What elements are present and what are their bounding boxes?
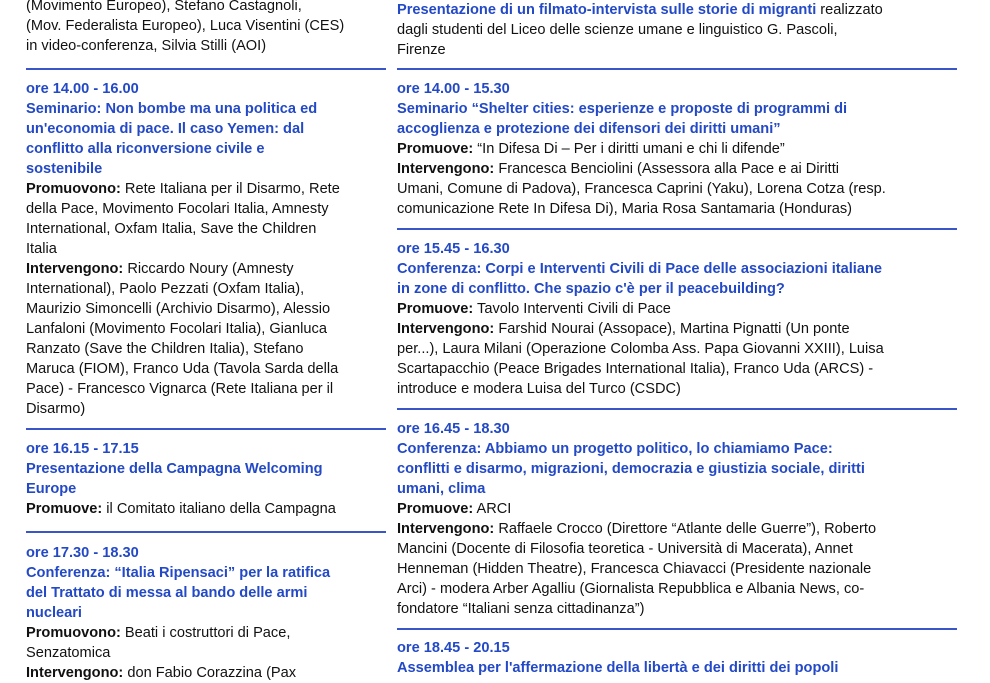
speakers-line [397, 519, 957, 539]
speakers-line [397, 319, 957, 339]
speakers-text: Umani, Comune di Padova), Francesca Caprini (Yaku), Lorena Cotza (resp. [397, 181, 886, 197]
promoters-text: Beati i costruttori di Pace, [120, 625, 291, 641]
speakers-label: Intervengono: [397, 321, 495, 337]
event-title: Assemblea per l'affermazione della libertà e dei diritti dei popoli [397, 660, 839, 676]
promoters-line [397, 139, 957, 159]
event-block-assembly [397, 638, 957, 678]
event-time: ore 18.45 - 20.15 [397, 640, 510, 656]
event-time: ore 14.00 - 16.00 [26, 81, 139, 97]
event-title: nucleari [26, 605, 82, 621]
promoters-text: ARCI [473, 501, 512, 517]
promoters-line [26, 499, 386, 519]
event-block-civil-peace-corps [397, 239, 957, 399]
speakers-text: Francesca Benciolini (Assessora alla Pace e ai Diritti [494, 161, 840, 177]
section-divider [26, 68, 386, 70]
promoters-line [26, 623, 386, 643]
event-title: Seminario: Non bombe ma una politica ed [26, 101, 318, 117]
event-title: Conferenza: “Italia Ripensaci” per la ratifica [26, 565, 331, 581]
speakers-label: Intervengono: [397, 521, 495, 537]
speakers-text: Mancini (Docente di Filosofia teoretica - Università di Macerata), Annet [397, 541, 853, 557]
promoters-line [26, 179, 386, 199]
speakers-text: introduce e modera Luisa del Turco (CSDC) [397, 381, 681, 397]
event-block-italia-ripensaci [26, 543, 386, 683]
speakers-text: fondatore “Italiani senza cittadinanza”) [397, 601, 645, 617]
section-divider [397, 68, 957, 70]
speakers-line [397, 159, 957, 179]
event-title: Seminario “Shelter cities: esperienze e proposte di programmi di [397, 101, 848, 117]
event-time: ore 16.45 - 18.30 [397, 421, 510, 437]
event-time: ore 15.45 - 16.30 [397, 241, 510, 257]
promoters-text: Senzatomica [26, 645, 111, 661]
speakers-text: don Fabio Corazzina (Pax [123, 665, 297, 681]
event-block-yemen-seminar [26, 79, 386, 419]
speakers-text: Arci) - modera Arber Agalliu (Giornalista Repubblica e Albania News, co- [397, 581, 865, 597]
event-title: accoglienza e protezione dei difensori dei diritti umani” [397, 121, 781, 137]
speakers-label: Intervengono: [26, 261, 124, 277]
promoters-text: Tavolo Interventi Civili di Pace [473, 301, 671, 317]
section-divider [397, 628, 957, 630]
event-description: Firenze [397, 42, 446, 58]
event-title: Presentazione della Campagna Welcoming [26, 461, 323, 477]
event-title: umani, clima [397, 481, 486, 497]
event-block-welcoming-europe [26, 439, 386, 519]
promoters-text: Italia [26, 241, 57, 257]
promoters-text: Rete Italiana per il Disarmo, Rete [120, 181, 340, 197]
promoters-label: Promuovono: [26, 181, 121, 197]
event-time: ore 14.00 - 15.30 [397, 81, 510, 97]
event-title: Europe [26, 481, 77, 497]
event-block-shelter-cities [397, 79, 957, 219]
speakers-text: Maruca (FIOM), Franco Uda (Tavola Sarda della [26, 361, 339, 377]
event-title: conflitti e disarmo, migrazioni, democrazia e giustizia sociale, diritti [397, 461, 865, 477]
event-title: sostenibile [26, 161, 103, 177]
speakers-line: in video-conferenza, Silvia Stilli (AOI) [26, 38, 267, 54]
event-description: dagli studenti del Liceo delle scienze umane e linguistico G. Pascoli, [397, 22, 838, 38]
speakers-text: per...), Laura Milani (Operazione Colomba Ass. Papa Giovanni XXIII), Luisa [397, 341, 884, 357]
event-block-continued [397, 0, 957, 60]
speakers-text: comunicazione Rete In Difesa Di), Maria Rosa Santamaria (Honduras) [397, 201, 853, 217]
promoters-label: Promuove: [397, 301, 474, 317]
promoters-line [397, 499, 957, 519]
speakers-text: Maurizio Simoncelli (Archivio Disarmo), Alessio [26, 301, 331, 317]
event-title: del Trattato di messa al bando delle armi [26, 585, 308, 601]
speakers-text: Disarmo) [26, 401, 86, 417]
speakers-text: Ranzato (Save the Children Italia), Stefano [26, 341, 304, 357]
section-divider [26, 531, 386, 533]
speakers-label: Intervengono: [26, 665, 124, 681]
event-title: un'economia di pace. Il caso Yemen: dal [26, 121, 305, 137]
event-title: Conferenza: Abbiamo un progetto politico, lo chiamiamo Pace: [397, 441, 833, 457]
speakers-line: (Movimento Europeo), Stefano Castagnoli, [26, 0, 302, 14]
speakers-text: Henneman (Hidden Theatre), Francesca Chiavacci (Presidente nazionale [397, 561, 872, 577]
speakers-label: Intervengono: [397, 161, 495, 177]
speakers-text: Farshid Nourai (Assopace), Martina Pignatti (Un ponte [494, 321, 850, 337]
promoters-text: il Comitato italiano della Campagna [102, 501, 336, 517]
event-time: ore 16.15 - 17.15 [26, 441, 139, 457]
speakers-text: Pace) - Francesco Vignarca (Rete Italiana per il [26, 381, 334, 397]
promoters-label: Promuove: [397, 141, 474, 157]
event-title: in zone di conflitto. Che spazio c'è per il peacebuilding? [397, 281, 785, 297]
speakers-text: Raffaele Crocco (Direttore “Atlante delle Guerre”), Roberto [494, 521, 877, 537]
speakers-line [26, 663, 386, 683]
promoters-label: Promuove: [26, 501, 103, 517]
promoters-text: International, Oxfam Italia, Save the Children [26, 221, 317, 237]
promoters-label: Promuovono: [26, 625, 121, 641]
event-block-political-project [397, 419, 957, 619]
speakers-text: Lanfaloni (Movimento Focolari Italia), Gianluca [26, 321, 327, 337]
section-divider [397, 408, 957, 410]
event-title: conflitto alla riconversione civile e [26, 141, 265, 157]
speakers-line [26, 259, 386, 279]
event-block-continued [26, 0, 386, 56]
speakers-text: Riccardo Noury (Amnesty [123, 261, 294, 277]
promoters-text: della Pace, Movimento Focolari Italia, Amnesty [26, 201, 329, 217]
speakers-line: (Mov. Federalista Europeo), Luca Visentini (CES) [26, 18, 345, 34]
promoters-line [397, 299, 957, 319]
promoters-label: Promuove: [397, 501, 474, 517]
section-divider [397, 228, 957, 230]
event-description: realizzato [816, 2, 883, 18]
event-time: ore 17.30 - 18.30 [26, 545, 139, 561]
event-title: Presentazione di un filmato-intervista sulle storie di migranti [397, 2, 817, 18]
event-title: Conferenza: Corpi e Interventi Civili di Pace delle associazioni italiane [397, 261, 882, 277]
speakers-text: Scartapacchio (Peace Brigades International Italia), Franco Uda (ARCS) - [397, 361, 874, 377]
speakers-text: International), Paolo Pezzati (Oxfam Italia), [26, 281, 305, 297]
section-divider [26, 428, 386, 430]
promoters-text: “In Difesa Di – Per i diritti umani e chi li difende” [473, 141, 785, 157]
